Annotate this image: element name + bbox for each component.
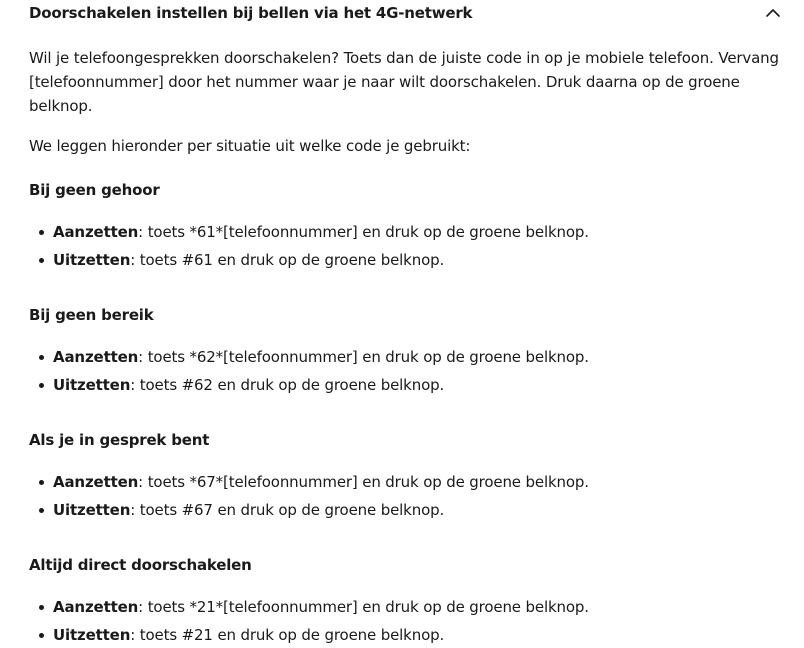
section-no-answer xyxy=(29,178,589,274)
item-text: : toets *67*[telefoonnummer] en druk op de groene belknop. xyxy=(138,473,589,491)
item-label: Aanzetten xyxy=(53,223,139,241)
item-label: Uitzetten xyxy=(53,626,131,644)
item-label: Aanzetten xyxy=(53,348,139,366)
accordion-header[interactable] xyxy=(0,0,804,30)
list-item xyxy=(29,468,589,496)
list-item xyxy=(29,621,589,648)
bullet-icon xyxy=(39,258,44,263)
code-list xyxy=(29,343,589,399)
list-item xyxy=(29,343,589,371)
section-title: Bij geen gehoor xyxy=(29,181,160,199)
item-label: Uitzetten xyxy=(53,376,131,394)
lead-text: We leggen hieronder per situatie uit welke code je gebruikt: xyxy=(29,137,471,155)
item-text: : toets #61 en druk op de groene belknop. xyxy=(130,251,445,269)
code-list xyxy=(29,218,589,274)
item-text: : toets *61*[telefoonnummer] en druk op de groene belknop. xyxy=(138,223,589,241)
item-text: : toets *62*[telefoonnummer] en druk op de groene belknop. xyxy=(138,348,589,366)
code-list xyxy=(29,593,589,648)
list-item xyxy=(29,218,589,246)
item-text: : toets *21*[telefoonnummer] en druk op de groene belknop. xyxy=(138,598,589,616)
bullet-icon xyxy=(39,383,44,388)
bullet-icon xyxy=(39,480,44,485)
item-label: Aanzetten xyxy=(53,598,139,616)
list-item xyxy=(29,496,589,524)
code-list xyxy=(29,468,589,524)
bullet-icon xyxy=(39,508,44,513)
section-title: Bij geen bereik xyxy=(29,306,154,324)
accordion-content xyxy=(29,46,789,644)
bullet-icon xyxy=(39,605,44,610)
list-item xyxy=(29,371,589,399)
item-label: Aanzetten xyxy=(53,473,139,491)
item-text: : toets #62 en druk op de groene belknop. xyxy=(130,376,445,394)
item-text: : toets #67 en druk op de groene belknop. xyxy=(130,501,445,519)
item-label: Uitzetten xyxy=(53,501,131,519)
section-always xyxy=(29,553,589,648)
section-no-coverage xyxy=(29,303,589,399)
section-busy xyxy=(29,428,589,524)
item-text: : toets #21 en druk op de groene belknop. xyxy=(130,626,445,644)
bullet-icon xyxy=(39,633,44,638)
list-item xyxy=(29,593,589,621)
chevron-up-icon[interactable] xyxy=(764,4,782,22)
section-title: Als je in gesprek bent xyxy=(29,431,210,449)
bullet-icon xyxy=(39,355,44,360)
intro-text: Wil je telefoongesprekken doorschakelen? Toets dan de juiste code in op je mobiele telefoon. Vervang [telefoonnummer] door het nummer waar je naar wilt doorschakelen. Druk daarna op de groene belknop. xyxy=(29,49,779,115)
accordion-title: Doorschakelen instellen bij bellen via het 4G-netwerk xyxy=(29,4,473,22)
bullet-icon xyxy=(39,230,44,235)
item-label: Uitzetten xyxy=(53,251,131,269)
list-item xyxy=(29,246,589,274)
section-title: Altijd direct doorschakelen xyxy=(29,556,252,574)
